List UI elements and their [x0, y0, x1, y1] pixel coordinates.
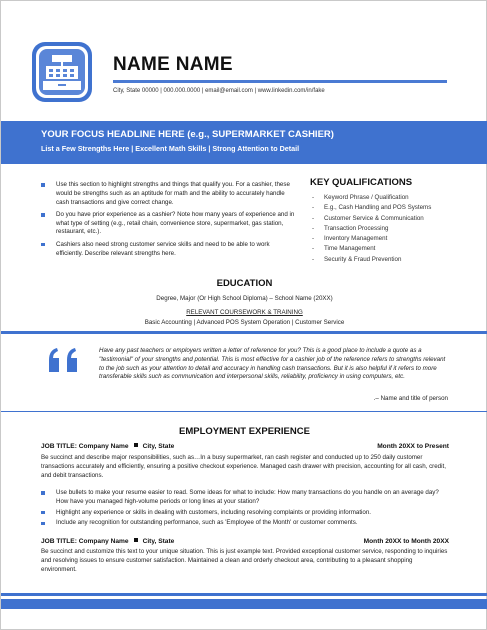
experience-heading: EMPLOYMENT EXPERIENCE — [179, 426, 310, 437]
separator-icon — [134, 443, 138, 447]
bullet-icon — [41, 183, 45, 187]
list-item: Do you have prior experience as a cashier? Note how many years of experience and in what type of setting (e.g., retail chain, convenience store, supermarket, gas station, restaurant, etc.). — [41, 211, 296, 237]
bullet-icon — [41, 491, 45, 495]
testimonial-attribution: .– Name and title of person — [373, 395, 448, 402]
dash-icon: - — [312, 204, 315, 212]
job-summary: Be succinct and describe major responsibilities, such as…In a busy supermarket, ran cash register and conducted up to 250 daily customer transactions accurately and efficiently, ensuring a positive checkout experience. Managed cash drawer with precision, accounting for all cash, credit, and debit transactions. — [41, 454, 446, 479]
testimonial-quote: Have any past teachers or employers written a letter of reference for you? This is a good place to include a quote as a "testimonial" of your strengths and potential. This is most effective for a cashier job of the reference refers to strengths relevant to the job such as your attention to detail and accuracy in handling cash transactions. But it is also helpful if it refers to more transferable skills such as communication and interpersonal skills, reliability, proficiency in using computers, etc. — [99, 347, 446, 381]
education-heading: EDUCATION — [216, 278, 273, 289]
bullet-icon — [41, 522, 45, 526]
intro-bullet-list — [41, 181, 296, 262]
dash-icon: - — [312, 245, 315, 253]
dash-icon: - — [312, 235, 315, 243]
job-summary: Be succinct and customize this text to your unique situation. This is just example text. Provided exceptional customer service, responding to inquiries and resolving issues to ensure customer satisfaction. Maintained a clean and orderly checkout area, contributing to a pleasant shopping environment. — [41, 548, 448, 573]
section-divider — [1, 411, 487, 412]
job-title: JOB TITLE: Company Name — [41, 443, 129, 450]
dash-icon: - — [312, 255, 315, 263]
bullet-icon — [41, 511, 45, 515]
focus-banner — [1, 121, 487, 164]
quote-icon — [47, 344, 81, 378]
job-title: JOB TITLE: Company Name — [41, 538, 129, 545]
coursework-list: Basic Accounting | Advanced POS System Operation | Customer Service — [144, 319, 345, 326]
list-item: - Time Management — [312, 244, 431, 254]
section-divider — [1, 331, 487, 334]
list-item: - Transaction Processing — [312, 224, 431, 234]
job-header — [41, 443, 449, 450]
job-dates: Month 20XX to Present — [377, 443, 449, 450]
qualifications-list — [312, 193, 431, 265]
list-item: Use this section to highlight strengths and things that qualify you. For a cashier, these would be strengths such as an aptitude for math and the ability to accurately handle cash transactions and give correct change. — [41, 181, 296, 207]
bullet-icon — [41, 243, 45, 247]
job-location: City, State — [142, 538, 175, 545]
job-header — [41, 538, 449, 545]
list-item: Include any recognition for outstanding performance, such as 'Employee of the Month' or customer comments. — [41, 519, 449, 528]
list-item: Cashiers also need strong customer service skills and need to be able to work efficiently. Describe relevant strengths here. — [41, 241, 296, 259]
name-underline — [113, 80, 447, 83]
job-bullet-list — [41, 489, 449, 530]
footer-rule — [1, 593, 487, 596]
dash-icon: - — [312, 214, 315, 222]
bullet-icon — [41, 213, 45, 217]
footer-band — [1, 599, 487, 609]
coursework-heading: RELEVANT COURSEWORK & TRAINING — [186, 309, 303, 316]
list-item: Highlight any experience or skills in dealing with customers, including resolving complaints or providing information. — [41, 509, 449, 518]
list-item: - Keyword Phrase / Qualification — [312, 193, 431, 203]
job-dates: Month 20XX to Month 20XX — [363, 538, 449, 545]
dash-icon: - — [312, 224, 315, 232]
education-degree: Degree, Major (Or High School Diploma) – School Name (20XX) — [156, 295, 333, 302]
list-item: Use bullets to make your resume easier to read. Some ideas for what to include: How many transactions do you handle on an average day? How have you managed high-volume periods or long lines at your station? — [41, 489, 449, 507]
job-location: City, State — [142, 443, 175, 450]
focus-subheadline: List a Few Strengths Here | Excellent Math Skills | Strong Attention to Detail — [41, 144, 300, 153]
separator-icon — [134, 538, 138, 542]
list-item: - Inventory Management — [312, 234, 431, 244]
qualifications-heading: KEY QUALIFICATIONS — [310, 177, 413, 188]
cash-register-icon — [31, 41, 93, 103]
dash-icon: - — [312, 194, 315, 201]
candidate-name: NAME NAME — [113, 54, 233, 75]
contact-info: City, State 00000 | 000.000.0000 | email@email.com | www.linkedin.com/in/fake — [113, 88, 325, 94]
focus-headline: YOUR FOCUS HEADLINE HERE (e.g., SUPERMARKET CASHIER) — [41, 129, 334, 140]
list-item: - Security & Fraud Prevention — [312, 255, 431, 265]
list-item: - E.g., Cash Handling and POS Systems — [312, 203, 431, 213]
list-item: - Customer Service & Communication — [312, 214, 431, 224]
